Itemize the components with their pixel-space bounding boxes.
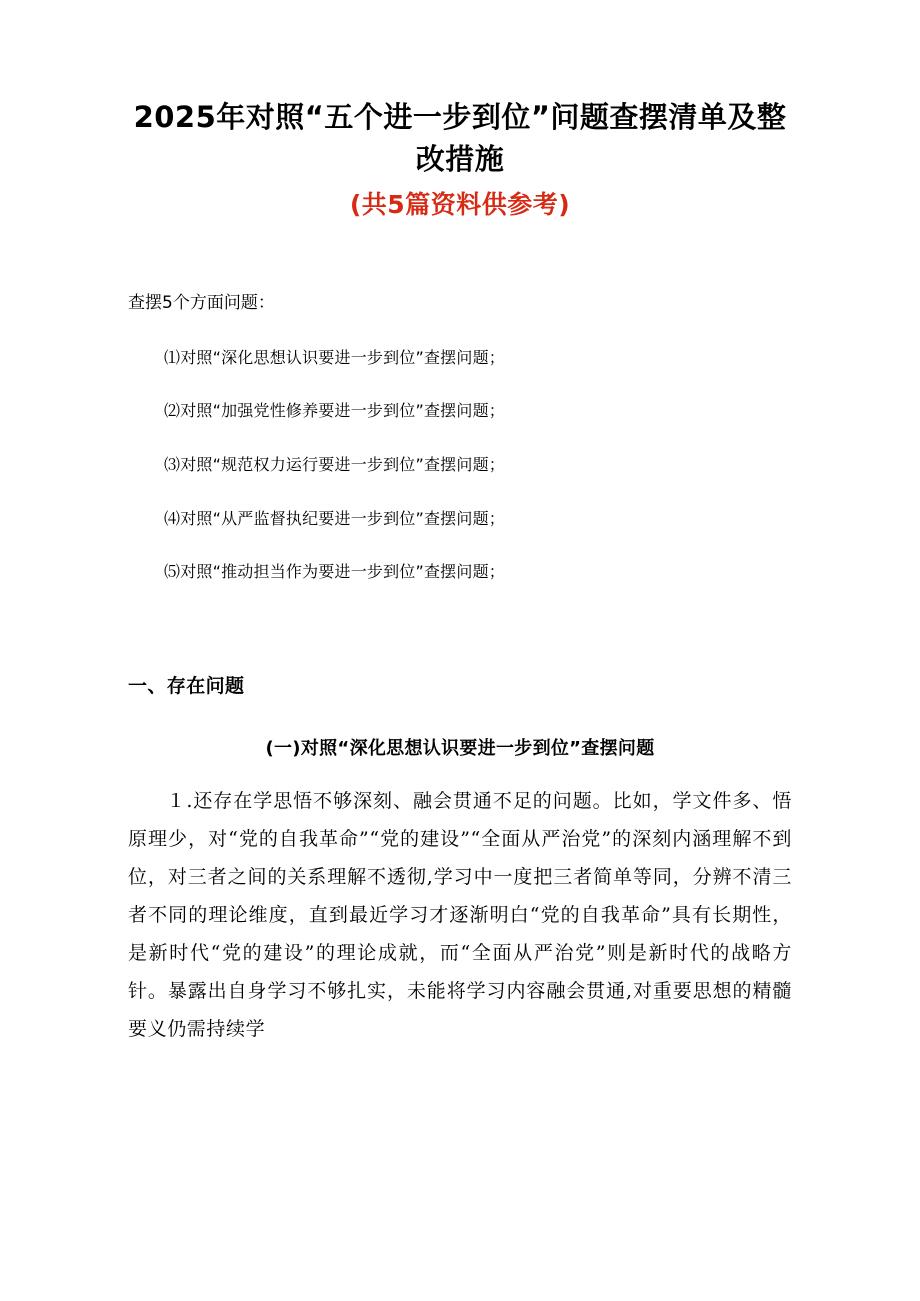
list-item: ⑸对照“推动担当作为要进一步到位”查摆问题；	[164, 562, 505, 582]
list-item: ⑷对照“从严监督执纪要进一步到位”查摆问题；	[164, 508, 505, 528]
list-item: ⑶对照“规范权力运行要进一步到位”查摆问题；	[164, 454, 505, 474]
list-item: ⑴对照“深化思想认识要进一步到位”查摆问题；	[164, 347, 505, 367]
section-heading: 一、存在问题	[128, 674, 245, 697]
paragraph-text: １.还存在学思悟不够深刻、融会贯通不足的问题。比如，学文件多、悟原理少，对“党的自我革命”“党的建设”“全面从严治党”的深刻内涵理解不到位，对三者之间的关系理解不透彻,学习中一度把三者简单等同，分辨不清三者不同的理论维度，直到最近学习才逐渐明白“党的自我革命”具有长期性，是新时代“党的建设”的理论成就，而“全面从严治党”则是新时代的战略方针。暴露出自身学习不够扎实，未能将学习内容融会贯通,对重要思想的精髓要义仍需持续学	[128, 789, 792, 1040]
subsection-heading: (一)对照“深化思想认识要进一步到位”查摆问题	[265, 738, 655, 760]
problem-item-list	[128, 345, 792, 585]
page-title: 2025年对照“五个进一步到位”问题查摆清单及整改措施	[133, 100, 787, 177]
page-subtitle: (共5篇资料供参考)	[349, 190, 571, 220]
list-item: ⑵对照“加强党性修养要进一步到位”查摆问题；	[164, 401, 505, 421]
lead-text: 查摆5个方面问题：	[128, 292, 275, 313]
body-paragraph	[128, 782, 792, 1048]
